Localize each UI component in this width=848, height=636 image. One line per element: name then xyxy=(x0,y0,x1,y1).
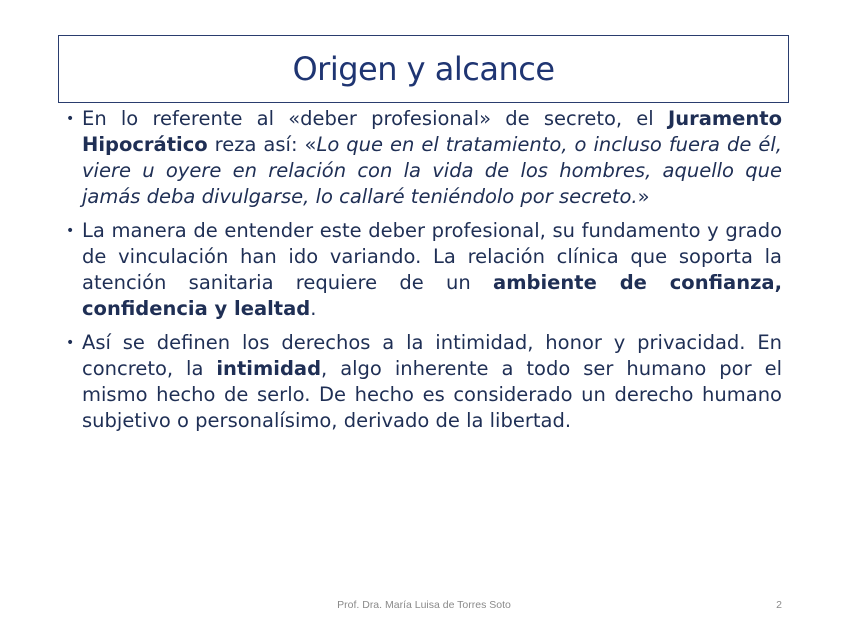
bullet-item-deber-profesional xyxy=(66,218,782,322)
bullet-list xyxy=(66,106,782,442)
bold-segment: intimidad xyxy=(216,357,322,380)
bold-segment: Juramento Hipocrático xyxy=(82,107,782,156)
text-segment: » xyxy=(637,185,650,208)
text-segment: , algo inherente a todo ser humano por el mismo hecho de serlo. De hecho es considerado un derecho humano subjetivo o personalísimo, derivado de la libertad. xyxy=(82,357,782,432)
bullet-text xyxy=(82,331,782,432)
title-box xyxy=(58,35,789,103)
bullet-text xyxy=(82,219,782,320)
slide-title: Origen y alcance xyxy=(292,50,555,88)
bullet-text xyxy=(82,107,782,208)
bold-segment: ambiente de confianza, confidencia y lealtad xyxy=(82,271,782,320)
bullet-item-derechos xyxy=(66,330,782,434)
bullet-dot: • xyxy=(66,111,75,127)
text-segment: La manera de entender este deber profesional, su fundamento y grado de vinculación han ido variando. La relación clínica que soporta la atención sanitaria requiere de un xyxy=(82,219,782,294)
bullet-dot: • xyxy=(66,223,75,239)
text-segment: En lo referente al «deber profesional» de secreto, el xyxy=(82,107,668,130)
bullet-dot: • xyxy=(66,335,75,351)
text-segment: reza así: « xyxy=(207,133,317,156)
footer-author: Prof. Dra. María Luisa de Torres Soto xyxy=(337,599,511,611)
text-segment: Así se definen los derechos a la intimidad, honor y privacidad. En concreto, la xyxy=(82,331,782,380)
page-number: 2 xyxy=(776,599,782,611)
text-segment: . xyxy=(310,297,317,320)
italic-quote: Lo que en el tratamiento, o incluso fuera de él, viere u oyere en relación con la vida de los hombres, aquello que jamás deba divulgarse, lo callaré teniéndolo por secreto. xyxy=(82,133,782,208)
bullet-item-juramento xyxy=(66,106,782,210)
